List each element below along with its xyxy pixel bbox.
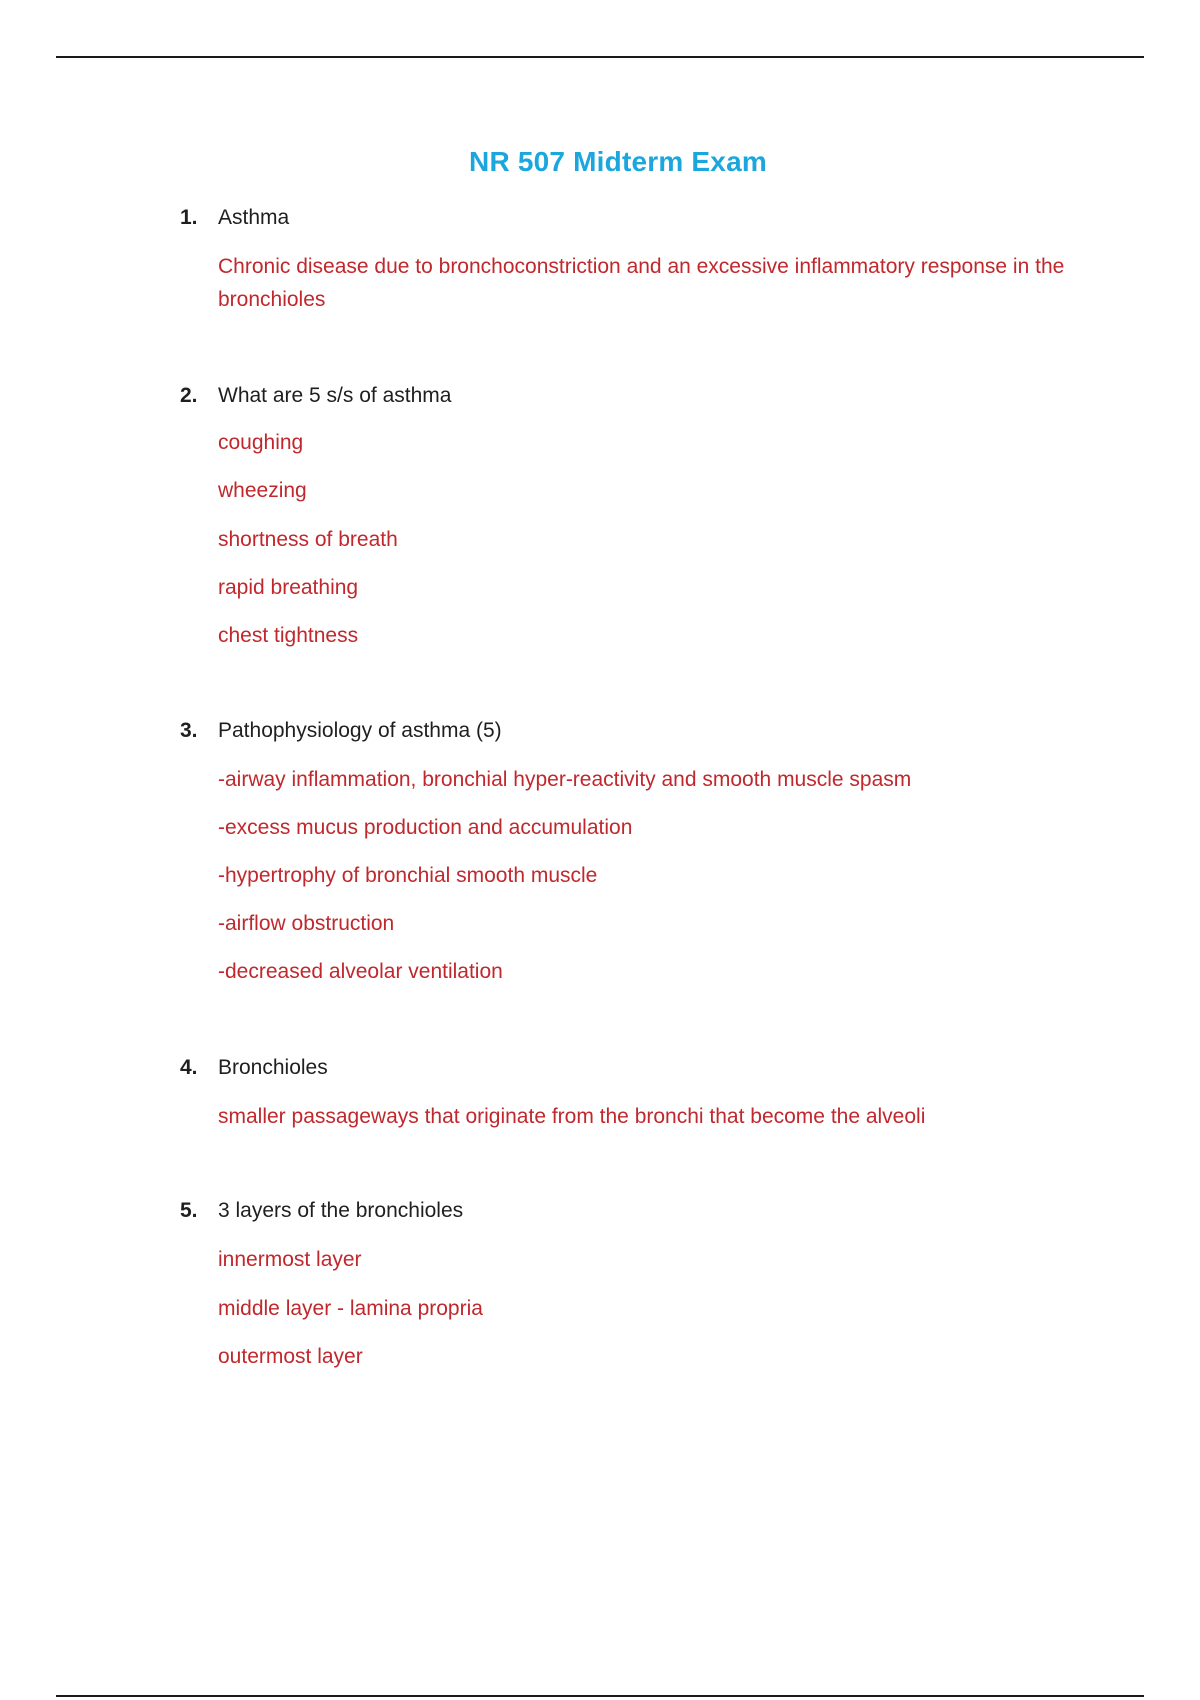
answer-3-4: -airflow obstruction xyxy=(218,912,395,935)
answer-3-2: -excess mucus production and accumulation xyxy=(218,816,633,839)
answer-4-1: smaller passageways that originate from the bronchi that become the alveoli xyxy=(218,1105,926,1128)
question-text: Bronchioles xyxy=(218,1056,328,1079)
question-2 xyxy=(180,384,451,408)
question-text: 3 layers of the bronchioles xyxy=(218,1199,464,1222)
question-number: 5. xyxy=(180,1199,198,1222)
answer-3-3: -hypertrophy of bronchial smooth muscle xyxy=(218,864,598,887)
answer-5-1: innermost layer xyxy=(218,1248,362,1271)
question-number: 3. xyxy=(180,719,198,742)
question-text: Asthma xyxy=(218,206,290,229)
answer-2-5: chest tightness xyxy=(218,624,359,647)
bottom-rule xyxy=(56,1695,1144,1697)
answer-2-3: shortness of breath xyxy=(218,528,398,551)
answer-2-2: wheezing xyxy=(218,479,307,502)
answer-5-3: outermost layer xyxy=(218,1345,363,1368)
question-number: 4. xyxy=(180,1056,198,1079)
question-4 xyxy=(180,1056,328,1080)
answer-5-2: middle layer - lamina propria xyxy=(218,1297,483,1320)
question-text: What are 5 s/s of asthma xyxy=(218,384,452,407)
question-5 xyxy=(180,1199,463,1223)
question-1 xyxy=(180,206,289,230)
answer-3-5: -decreased alveolar ventilation xyxy=(218,960,503,983)
document-title: NR 507 Midterm Exam xyxy=(469,146,767,177)
question-text: Pathophysiology of asthma (5) xyxy=(218,719,502,742)
answer-3-1: -airway inflammation, bronchial hyper-reactivity and smooth muscle spasm xyxy=(218,768,912,791)
answer-2-4: rapid breathing xyxy=(218,576,359,599)
question-number: 2. xyxy=(180,384,198,407)
answer-1-1: Chronic disease due to bronchoconstriction and an excessive inflammatory response in the bronchioles xyxy=(218,255,1065,311)
top-rule xyxy=(56,56,1144,58)
question-number: 1. xyxy=(180,206,198,229)
answer-2-1: coughing xyxy=(218,431,304,454)
question-3 xyxy=(180,719,502,743)
